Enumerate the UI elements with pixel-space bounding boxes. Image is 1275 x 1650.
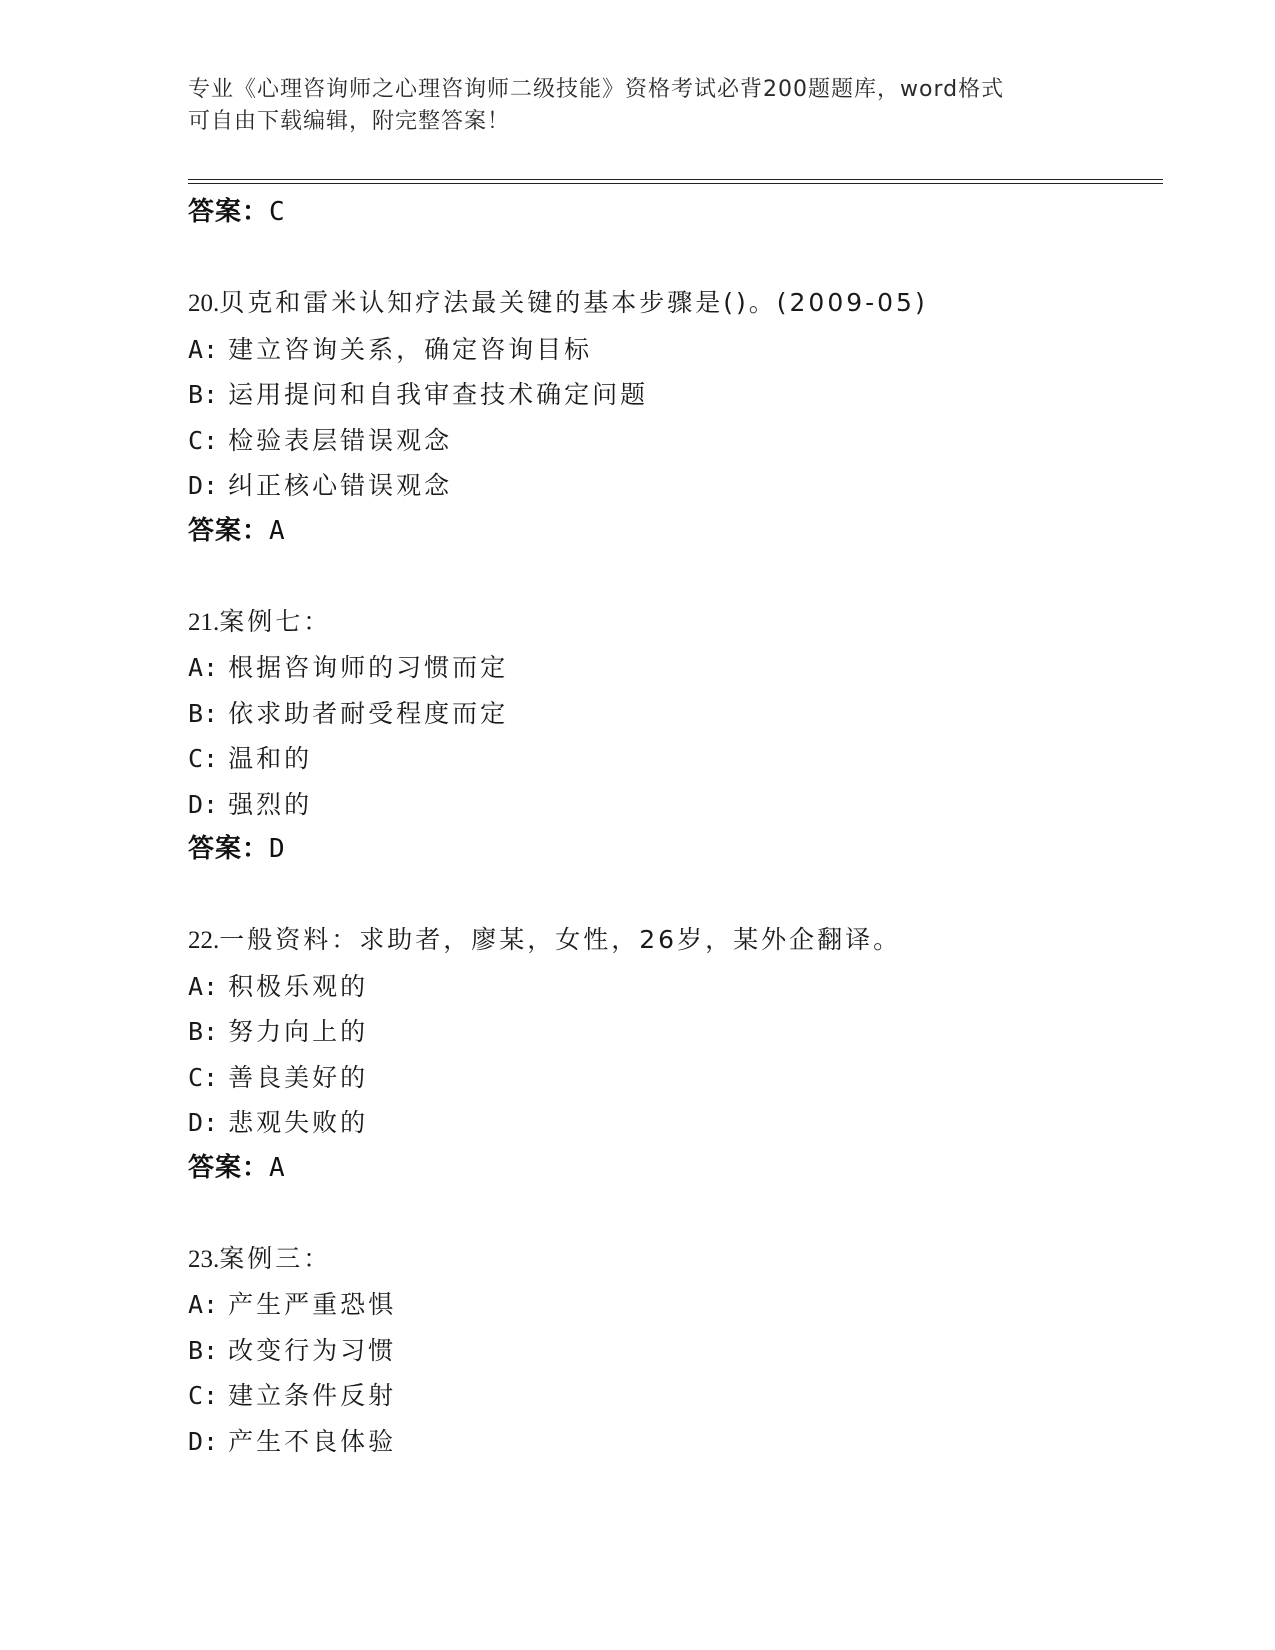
option-key: D: [188, 1108, 219, 1137]
answer-line [188, 1146, 1148, 1190]
question-23 [188, 1236, 1148, 1465]
document-header [188, 74, 1088, 138]
option-c [188, 1055, 1148, 1101]
option-key: B: [188, 380, 219, 409]
option-text: 积极乐观的 [228, 971, 369, 1001]
question-21 [188, 599, 1148, 872]
answer-line [188, 190, 1148, 234]
option-c [188, 418, 1148, 464]
option-text: 检验表层错误观念 [228, 425, 453, 455]
option-c [188, 736, 1148, 782]
option-key: D: [188, 1426, 219, 1456]
option-key: B: [188, 1335, 219, 1365]
question-number: 23. [188, 1245, 220, 1273]
answer-label: 答案： [188, 515, 270, 546]
question-text: 案例七： [219, 606, 332, 636]
question-20 [188, 280, 1148, 553]
option-c [188, 1373, 1148, 1419]
option-key: C: [188, 1062, 219, 1092]
answer-label: 答案： [188, 1152, 270, 1183]
header-line-1: 专业《心理咨询师之心理咨询师二级技能》资格考试必背200题题库，word格式 [188, 77, 1005, 102]
header-rule-bottom [188, 183, 1163, 184]
question-number: 21. [188, 608, 220, 636]
option-text: 努力向上的 [228, 1017, 369, 1046]
header-rule-top [188, 179, 1163, 180]
question-text: 贝克和雷米认知疗法最关键的基本步骤是()。(2009-05) [219, 288, 928, 317]
answer-value: A [269, 515, 286, 546]
question-list [188, 190, 1148, 1464]
header-line-2: 可自由下载编辑，附完整答案！ [188, 109, 511, 134]
option-key: D: [188, 789, 219, 819]
option-key: A: [188, 653, 219, 682]
option-text: 建立条件反射 [228, 1381, 397, 1410]
question-text: 案例三： [219, 1243, 332, 1273]
option-b [188, 691, 1148, 737]
question-stem [188, 599, 1148, 646]
option-key: A: [188, 971, 219, 1001]
option-a [188, 1282, 1148, 1328]
option-d [188, 1419, 1148, 1465]
option-text: 运用提问和自我审查技术确定问题 [228, 380, 649, 409]
question-stem [188, 917, 1148, 964]
question-stem [188, 280, 1148, 327]
option-text: 悲观失败的 [228, 1108, 369, 1137]
option-d [188, 782, 1148, 828]
option-d [188, 1100, 1148, 1146]
option-b [188, 1009, 1148, 1055]
option-key: D: [188, 471, 219, 500]
question-number: 22. [188, 927, 220, 954]
option-text: 温和的 [228, 744, 313, 773]
question-stem [188, 1236, 1148, 1283]
question-number: 20. [188, 290, 220, 317]
option-d [188, 463, 1148, 509]
question-text: 一般资料：求助者，廖某，女性，26岁，某外企翻译。 [219, 925, 902, 954]
answer-value: A [269, 1152, 286, 1183]
option-b [188, 372, 1148, 418]
option-text: 改变行为习惯 [228, 1335, 397, 1365]
option-text: 产生不良体验 [228, 1426, 397, 1456]
option-key: C: [188, 744, 219, 773]
answer-label: 答案： [188, 834, 270, 864]
option-key: C: [188, 425, 219, 455]
option-a [188, 327, 1148, 373]
question-22 [188, 917, 1148, 1190]
option-text: 建立咨询关系，确定咨询目标 [228, 334, 593, 364]
option-text: 善良美好的 [228, 1062, 369, 1092]
answer-line [188, 827, 1148, 871]
option-text: 强烈的 [228, 789, 313, 819]
answer-line [188, 509, 1148, 553]
option-key: A: [188, 334, 219, 364]
option-a [188, 645, 1148, 691]
option-text: 依求助者耐受程度而定 [228, 698, 509, 728]
answer-value: C [269, 197, 286, 227]
option-text: 纠正核心错误观念 [228, 471, 453, 500]
option-a [188, 964, 1148, 1010]
option-text: 根据咨询师的习惯而定 [228, 653, 509, 682]
answer-value: D [269, 834, 286, 864]
option-key: C: [188, 1381, 219, 1410]
option-key: B: [188, 1017, 219, 1046]
answer-label: 答案： [188, 197, 270, 227]
option-key: B: [188, 698, 219, 728]
option-b [188, 1328, 1148, 1374]
option-text: 产生严重恐惧 [228, 1290, 397, 1319]
option-key: A: [188, 1290, 219, 1319]
